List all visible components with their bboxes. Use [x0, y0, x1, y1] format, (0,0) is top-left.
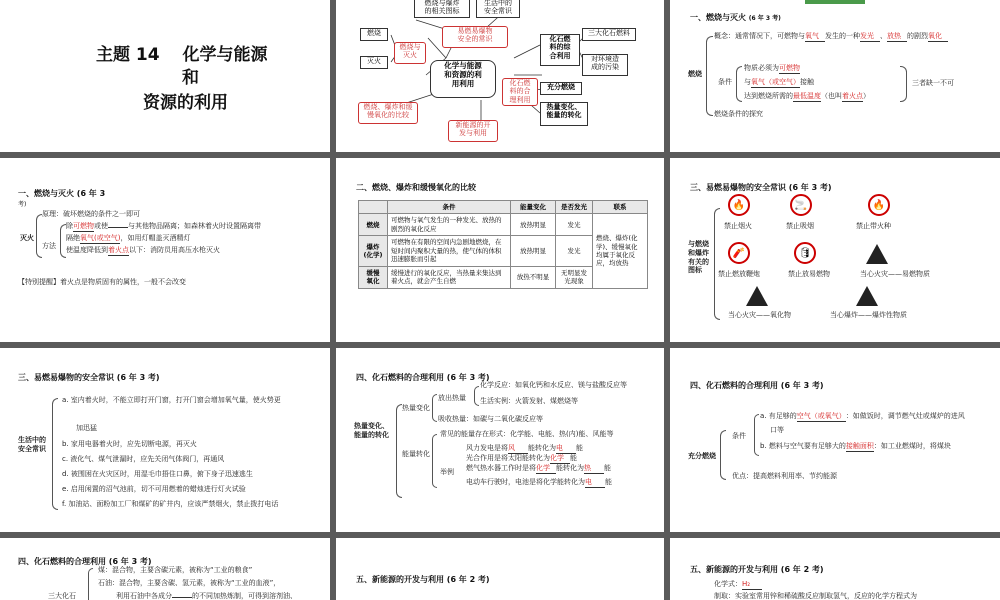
tip-d: d. 被围困在火灾区时，用湿毛巾捂住口鼻，俯下身子迅速逃生: [62, 470, 253, 478]
section-heading: 二、燃烧、爆炸和缓慢氧化的比较: [356, 183, 476, 192]
full-burn-label: 充分燃烧: [688, 452, 716, 460]
method-label: 方法: [42, 242, 56, 250]
row-link: 燃烧、爆炸(化学)、缓慢氧化均属于氧化反应，均放热: [593, 214, 648, 288]
sign-label-oxidizer: 当心火灾——氧化物: [728, 311, 791, 319]
row-condition: 可燃物与氧气发生的一种发光、放热的剧烈的氧化反应: [388, 214, 511, 236]
row-energy: 放热不明显: [511, 266, 556, 288]
sign-label-no-firecracker: 禁止燃放鞭炮: [718, 270, 760, 278]
preparation: 制取：实验室常用锌和稀硫酸反应制取氢气，反应的化学方程式为: [714, 592, 917, 600]
absorb-heat: 吸收热量：如碳与二氧化碳反应等: [438, 415, 543, 423]
condition-label: 条件: [718, 78, 732, 86]
row-label: 爆炸 (化学): [359, 236, 388, 266]
slide-thumbnail-12[interactable]: [670, 538, 1000, 600]
life-safety-brace: [52, 398, 58, 510]
slide-thumbnail-4[interactable]: [0, 158, 330, 342]
heat-energy-label: 热量变化、 能量的转化: [354, 422, 389, 439]
slide-thumbnail-9[interactable]: [670, 348, 1000, 532]
life-safety-label: 生活中的 安全常识: [18, 436, 46, 453]
sign-label-no-fire: 禁止烟火: [724, 222, 752, 230]
row-label: 缓慢 氧化: [359, 266, 388, 288]
no-flammable-icon: 🛢: [794, 242, 816, 264]
sign-label-explosive: 当心爆炸——爆炸性物质: [830, 311, 907, 319]
mindmap-node-fossil-fuel: 化石燃 料的综 合利用: [540, 34, 580, 66]
release-example: 生活实例：火箭发射、煤燃烧等: [480, 397, 578, 405]
sign-label-no-smoking: 禁止吸烟: [786, 222, 814, 230]
tip-c: c. 液化气、煤气泄漏时，应先关闭气体阀门，再通风: [62, 455, 225, 463]
slide-title-line-3: 资源的利用: [143, 93, 228, 113]
mindmap-node-three-fuels: 三大化石燃料: [582, 28, 636, 41]
mindmap-node-burn-extinguish: 燃烧与 灭火: [394, 42, 426, 64]
table-header-cell: 是否发光: [556, 201, 593, 214]
burning-brace: [706, 36, 713, 116]
mindmap-node-center: 化学与能源 和资源的利 用利用: [430, 60, 496, 98]
energy-forms: 常见的能量存在形式：化学能、电能、热(内)能、风能等: [440, 430, 614, 438]
slide-thumbnail-1[interactable]: [0, 0, 330, 152]
full-burn-brace: [720, 430, 726, 480]
condition-brace: [736, 66, 742, 102]
no-fire-icon: 🔥: [728, 194, 750, 216]
tip-e: e. 启用闲置的沼气池前，切不可用燃着的蜡烛进行灯火试验: [62, 485, 246, 493]
icons-brace: [714, 208, 720, 320]
slide-thumbnail-6[interactable]: [670, 158, 1000, 342]
example-4: 电动车行驶时，电池是将化学能转化为电 能: [466, 478, 612, 486]
row-condition: 可燃物在有限的空间内急剧地燃烧，在短时间内聚积大量的热，使气体的体积迅速膨胀而引起: [388, 236, 511, 266]
merit: 优点：提高燃料利用率、节约能源: [732, 472, 837, 480]
extinguish-principle: 原理：破坏燃烧的条件之一即可: [42, 210, 140, 218]
no-firecracker-icon: 🧨: [728, 242, 750, 264]
method-2: 隔绝氧气(或空气)，如用灯帽盖灭酒精灯: [66, 234, 191, 242]
slide-thumbnail-11[interactable]: [336, 538, 664, 600]
example-1: 风力发电是将风 能转化为电 能: [466, 444, 583, 452]
special-tip: 【特别提醒】着火点是物质固有的属性，一般不会改变: [18, 278, 186, 286]
slide-thumbnail-2[interactable]: [336, 0, 664, 152]
slide-thumbnail-7[interactable]: [0, 348, 330, 532]
oxidizer-warning-icon: [746, 286, 768, 306]
table-header-cell: 联系: [593, 201, 648, 214]
section-heading: 四、化石燃料的合理利用 (6 年 3 考): [18, 557, 152, 566]
mindmap-node-comparison: 燃烧、爆炸和缓 慢氧化的比较: [358, 102, 418, 124]
flammable-warning-icon: [866, 244, 888, 264]
tip-b: b. 家用电器着火时，应先切断电源，再灭火: [62, 440, 197, 448]
condition-a: a. 有足够的空气（或氧气）：如做饭时，调节燃气灶或煤炉的进风: [760, 412, 965, 420]
burning-explore: 燃烧条件的探究: [714, 110, 763, 118]
table-header-cell: 条件: [388, 201, 511, 214]
heat-change-brace: [432, 394, 437, 422]
row-energy: 放热明显: [511, 214, 556, 236]
mindmap-node-burn-icons: 燃烧与爆炸 的相关图标: [414, 0, 470, 18]
example-2: 光合作用是将太阳能转化为化学 能: [466, 454, 577, 462]
condition-a-cont: 口等: [770, 426, 784, 434]
sign-label-flammable: 当心火灾——易燃物质: [860, 270, 930, 278]
example-label: 举例: [440, 468, 454, 476]
mindmap-node-burning: 燃烧: [360, 28, 388, 41]
row-light: 发光: [556, 214, 593, 236]
mindmap-node-fossil-reasonable: 化石燃 料的合 理利用: [502, 78, 538, 106]
section-heading: 五、新能源的开发与利用 (6 年 2 考): [690, 565, 824, 574]
tip-a-cont: 加迅猛: [76, 424, 97, 432]
release-heat-label: 放出热量: [438, 394, 466, 402]
three-required: 三者缺一不可: [912, 79, 954, 87]
slide-title-line-1: 主题 14 化学与能源: [96, 45, 268, 65]
row-light: 无明显发光现象: [556, 266, 593, 288]
sign-label-no-kindling: 禁止带火种: [856, 222, 891, 230]
table-header-cell: [359, 201, 388, 214]
oil-info: 石油：混合物，主要含碳、氢元素，被称为“工业的血液”，: [98, 579, 281, 587]
burning-label: 燃烧: [688, 70, 702, 78]
extinguish-brace: [36, 214, 42, 258]
slide-title-line-2: 和: [182, 68, 199, 88]
comparison-table: [358, 200, 648, 289]
condition-3: 达到燃烧所需的最低温度（也叫着火点）: [744, 92, 870, 100]
section-heading: 三、易燃易爆物的安全常识 (6 年 3 考): [18, 373, 160, 382]
tip-a: a. 室内着火时，不能立即打开门窗，打开门窗会增加氧气量，使火势更: [62, 396, 281, 404]
heat-change-label: 热量变化: [402, 404, 430, 412]
section-heading: 五、新能源的开发与利用 (6 年 2 考): [356, 575, 490, 584]
explosive-warning-icon: [856, 286, 878, 306]
conversion-brace: [432, 434, 437, 488]
method-3: 使温度降低到着火点以下：消防员用高压水枪灭火: [66, 246, 220, 254]
icons-side-label: 与燃烧 和爆炸 有关的 图标: [688, 240, 709, 275]
fuel-side-label: 三大化石: [48, 592, 76, 600]
section-heading-cont: 考): [18, 201, 27, 208]
method-1: 除可燃物或使 与其他物品隔离；如森林着火时设置隔离带: [66, 222, 261, 230]
condition-1: 物质必须为可燃物: [744, 64, 800, 72]
tip-f: f. 加油站、面粉加工厂和煤矿的矿井内，应该严禁烟火，禁止拨打电话: [62, 500, 279, 508]
no-kindling-icon: 🔥: [868, 194, 890, 216]
slide-accent-bar: [805, 0, 865, 4]
slide-thumbnail-3[interactable]: [670, 0, 1000, 152]
section-heading: 四、化石燃料的合理利用 (6 年 3 考): [690, 381, 824, 390]
slide-thumbnail-10[interactable]: [0, 538, 330, 600]
condition-2: 与氧气（或空气）接触: [744, 78, 814, 86]
table-header-row: [359, 201, 648, 214]
section-heading: 四、化石燃料的合理利用 (6 年 3 考): [356, 373, 490, 382]
fuel-brace: [88, 568, 93, 600]
slide-thumbnail-8[interactable]: [336, 348, 664, 532]
condition-label: 条件: [732, 432, 746, 440]
mindmap-node-extinguish: 灭火: [360, 56, 388, 69]
release-brace: [474, 386, 479, 406]
mindmap-node-full-burn: 充分燃烧: [540, 82, 582, 95]
mindmap-node-life-safety: 生活中的 安全常识: [476, 0, 520, 18]
section-heading: 一、燃烧与灭火 (6 年 3: [18, 189, 106, 198]
section-heading: 三、易燃易爆物的安全常识 (6 年 3 考): [690, 183, 832, 192]
no-smoking-icon: 🚬: [790, 194, 812, 216]
table-header-cell: 能量变化: [511, 201, 556, 214]
energy-conversion-label: 能量转化: [402, 450, 430, 458]
oil-info-cont: 利用石油中各成分 的不同加热炼制，可得到溶剂油、: [116, 592, 297, 600]
table-row: [359, 214, 648, 236]
extinguish-label: 灭火: [20, 234, 34, 242]
coal-info: 煤：混合物，主要含碳元素，被称为“工业的粮食”: [98, 566, 253, 574]
chemical-formula: 化学式：H₂: [714, 580, 762, 590]
condition-close-brace: [900, 66, 907, 102]
row-label: 燃烧: [359, 214, 388, 236]
condition-brace: [754, 414, 759, 456]
row-condition: 缓慢进行的氧化反应，当热量来集达到着火点，就会产生自燃: [388, 266, 511, 288]
condition-b: b. 燃料与空气要有足够大的接触面积：如工业燃煤时，将煤块: [760, 442, 951, 450]
row-energy: 放热明显: [511, 236, 556, 266]
mindmap-node-heat: 热量变化、 能量的转化: [540, 102, 588, 126]
section-heading: 一、燃烧与灭火 (6 年 3 考): [690, 13, 781, 22]
release-reaction: 化学反应：如氧化钙和水反应、镁与盐酸反应等: [480, 381, 627, 389]
burning-concept: 概念：通常情况下，可燃物与氧气 发生的一种发光 、放热 的剧烈氧化: [714, 32, 948, 42]
mindmap-node-new-energy: 新能源的开 发与利用: [448, 120, 498, 142]
slide-thumbnail-5[interactable]: [336, 158, 664, 342]
mindmap-connectors: [336, 0, 664, 152]
mindmap-node-pollution: 对环境造 成的污染: [582, 54, 628, 76]
example-3: 燃气热水器工作时是将化学 能转化为热 能: [466, 464, 611, 472]
row-light: 发光: [556, 236, 593, 266]
sign-label-no-flammable: 禁止放易燃物: [788, 270, 830, 278]
mindmap-node-safety: 易燃易爆物 安全的常识: [442, 26, 508, 48]
